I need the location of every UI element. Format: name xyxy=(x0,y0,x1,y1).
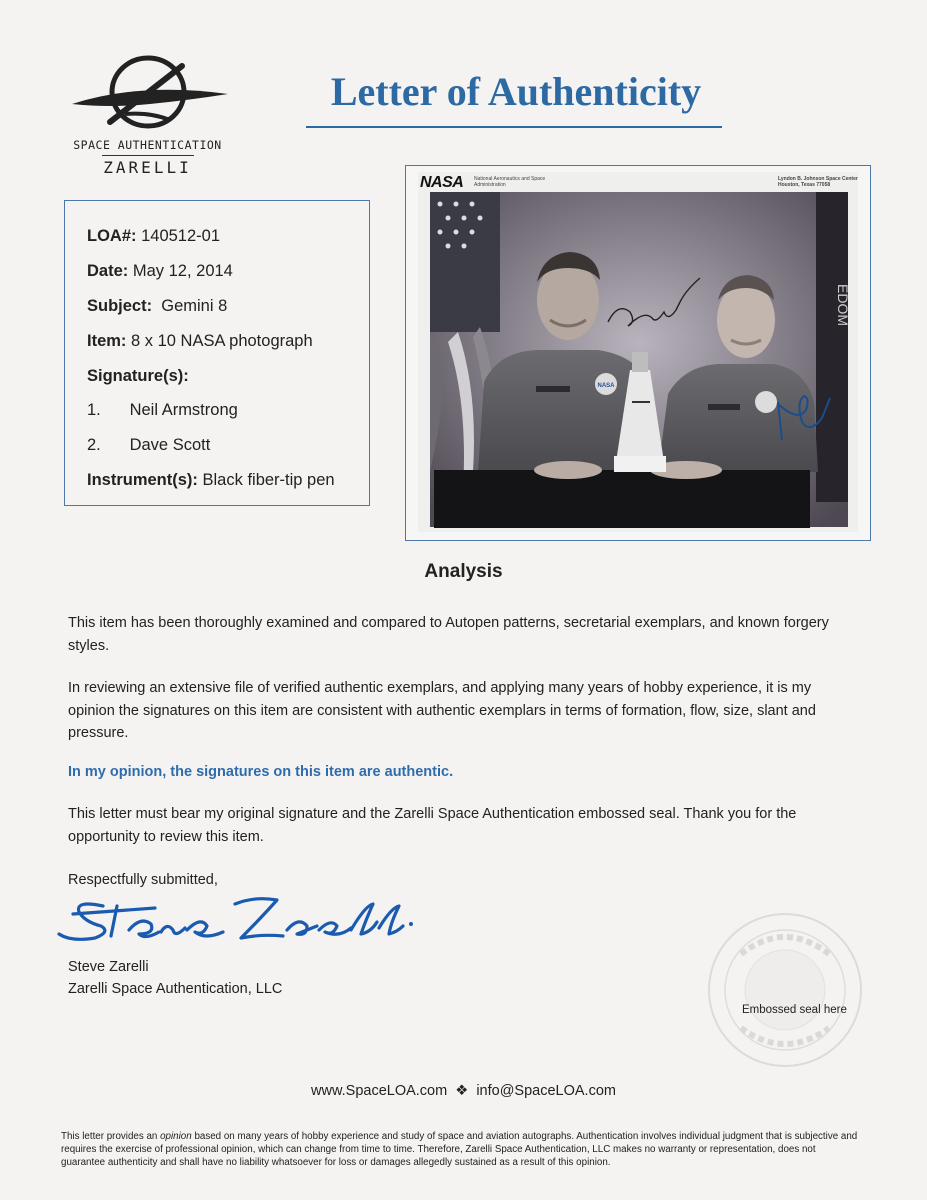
separator-icon: ❖ xyxy=(455,1083,469,1099)
signer-name: Steve Zarelli xyxy=(68,959,149,975)
subject-row xyxy=(87,297,227,316)
footer-contact xyxy=(0,1083,927,1099)
analysis-paragraph-3: This letter must bear my original signature and the Zarelli Space Authentication embossed seal. Thank you for the opportunity to review this item. xyxy=(68,806,797,845)
item-value: 8 x 10 NASA photograph xyxy=(131,332,313,350)
signatures-row xyxy=(87,367,189,386)
authentic-opinion: In my opinion, the signatures on this item are authentic. xyxy=(68,764,454,780)
signature-number: 1. xyxy=(87,401,101,419)
signature-name: Neil Armstrong xyxy=(129,401,238,419)
loa-value: 140512-01 xyxy=(141,227,221,245)
signatures-label: Signature(s): xyxy=(87,367,189,385)
analysis-paragraph-2: In reviewing an extensive file of verified authentic exemplars, and applying many years of hobby experience, it is my opinion the signatures on this item are consistent with authentic exemplars in terms of formation, flow, size, slant and pressure. xyxy=(68,680,816,741)
disclaimer-italic: opinion xyxy=(160,1131,192,1142)
signature-list-item xyxy=(87,401,238,420)
handwritten-signature xyxy=(55,892,415,954)
title-underline xyxy=(306,126,722,128)
date-row xyxy=(87,262,233,281)
item-row xyxy=(87,332,313,351)
page-title: Letter of Authenticity xyxy=(330,69,702,114)
signer-block xyxy=(68,957,282,1000)
logo-text-zarelli: ZARELLI xyxy=(103,158,192,177)
nasa-flag-icon xyxy=(816,192,851,502)
logo-divider xyxy=(102,155,194,156)
logo-text-space-authentication: SPACE AUTHENTICATION xyxy=(73,138,222,152)
signature-list-item xyxy=(87,436,210,455)
photo-frame xyxy=(405,165,871,541)
date-label: Date: xyxy=(87,262,129,280)
subject-value: Gemini 8 xyxy=(161,297,228,315)
nasa-patch-icon: NASA xyxy=(597,383,615,389)
embossed-seal xyxy=(705,910,865,1070)
instruments-row xyxy=(87,471,335,490)
nasa-worm-logo: NASA xyxy=(420,174,464,191)
desk xyxy=(434,470,810,528)
instruments-value: Black fiber-tip pen xyxy=(202,471,335,489)
flag-lettering: EDOM xyxy=(835,284,851,326)
closing-line: Respectfully submitted, xyxy=(68,872,218,888)
item-details-box xyxy=(64,200,370,506)
email-link[interactable]: info@SpaceLOA.com xyxy=(476,1083,616,1099)
analysis-heading: Analysis xyxy=(424,561,503,582)
astronaut-photograph xyxy=(418,172,858,532)
photo-header-left: National Aeronautics and Space Administration xyxy=(474,176,546,188)
item-label: Item: xyxy=(87,332,127,350)
disclaimer-part-2: based on many years of hobby experience and study of space and aviation autographs. Authentication involves individual judgment that is subjective and requires the exercise of professional opinion, which can change from time to time. Therefore, Zarelli Space Authentication, LLC makes no warranty or representation, does not guarantee authenticity and shall have no liability whatsoever for loss or damages allegedly sustained as a result of this opinion. xyxy=(61,1131,858,1168)
analysis-paragraph-1: This item has been thoroughly examined and compared to Autopen patterns, secretarial exemplars, and known forgery styles. xyxy=(68,615,829,654)
seal-label: Embossed seal here xyxy=(742,1004,847,1016)
signature-number: 2. xyxy=(87,436,101,454)
company-logo xyxy=(60,52,235,182)
loa-row xyxy=(87,227,220,246)
disclaimer-part-1: This letter provides an xyxy=(61,1131,161,1142)
date-value: May 12, 2014 xyxy=(132,262,233,280)
instruments-label: Instrument(s): xyxy=(87,471,198,489)
subject-label: Subject: xyxy=(87,297,153,315)
loa-label: LOA#: xyxy=(87,227,137,245)
photo-image xyxy=(418,172,858,532)
signer-company: Zarelli Space Authentication, LLC xyxy=(68,980,283,997)
photo-header-right: Lyndon B. Johnson Space Center Houston, Texas 77058 xyxy=(778,176,858,188)
legal-disclaimer xyxy=(61,1130,861,1169)
website-link[interactable]: www.SpaceLOA.com xyxy=(311,1083,448,1099)
signature-name: Dave Scott xyxy=(129,436,211,454)
orbit-logo-icon xyxy=(70,52,230,140)
